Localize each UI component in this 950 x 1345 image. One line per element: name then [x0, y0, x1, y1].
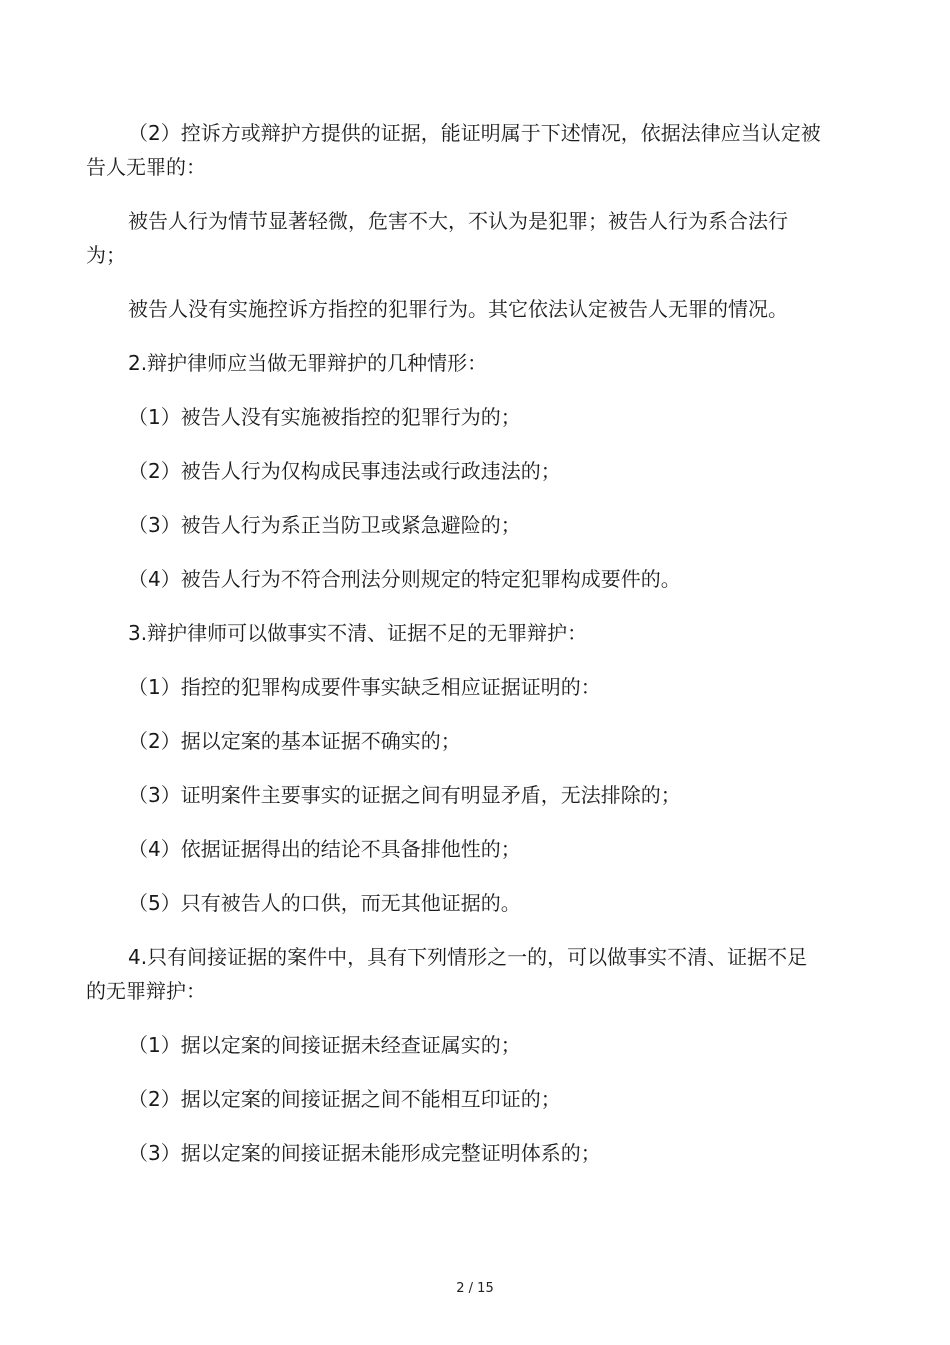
paragraph: 被告人没有实施控诉方指控的犯罪行为。其它依法认定被告人无罪的情况。: [128, 297, 788, 321]
list-item: （3）据以定案的间接证据未能形成完整证明体系的；: [128, 1141, 601, 1165]
list-item: （1）据以定案的间接证据未经查证属实的；: [128, 1033, 521, 1057]
paragraph: 被告人行为情节显著轻微，危害不大，不认为是犯罪；被告人行为系合法行为；: [86, 209, 788, 267]
document-body: [86, 116, 822, 1170]
list-item: （3）被告人行为系正当防卫或紧急避险的；: [128, 513, 521, 537]
list-item: （1）指控的犯罪构成要件事实缺乏相应证据证明的：: [128, 675, 601, 699]
list-item: （1）被告人没有实施被指控的犯罪行为的；: [128, 405, 521, 429]
list-item: （4）被告人行为不符合刑法分则规定的特定犯罪构成要件的。: [128, 567, 681, 591]
section-heading: 3.辩护律师可以做事实不清、证据不足的无罪辩护：: [128, 621, 588, 645]
page-number: 2 / 15: [456, 1281, 494, 1296]
list-item: （2）被告人行为仅构成民事违法或行政违法的；: [128, 459, 561, 483]
paragraph: （2）控诉方或辩护方提供的证据，能证明属于下述情况，依据法律应当认定被告人无罪的：: [86, 121, 821, 179]
section-heading: 2.辩护律师应当做无罪辩护的几种情形：: [128, 351, 488, 375]
list-item: （5）只有被告人的口供，而无其他证据的。: [128, 891, 521, 915]
list-item: （3）证明案件主要事实的证据之间有明显矛盾，无法排除的；: [128, 783, 681, 807]
section-heading: 4.只有间接证据的案件中，具有下列情形之一的，可以做事实不清、证据不足的无罪辩护：: [86, 945, 808, 1003]
list-item: （2）据以定案的间接证据之间不能相互印证的；: [128, 1087, 561, 1111]
list-item: （2）据以定案的基本证据不确实的；: [128, 729, 461, 753]
list-item: （4）依据证据得出的结论不具备排他性的；: [128, 837, 521, 861]
